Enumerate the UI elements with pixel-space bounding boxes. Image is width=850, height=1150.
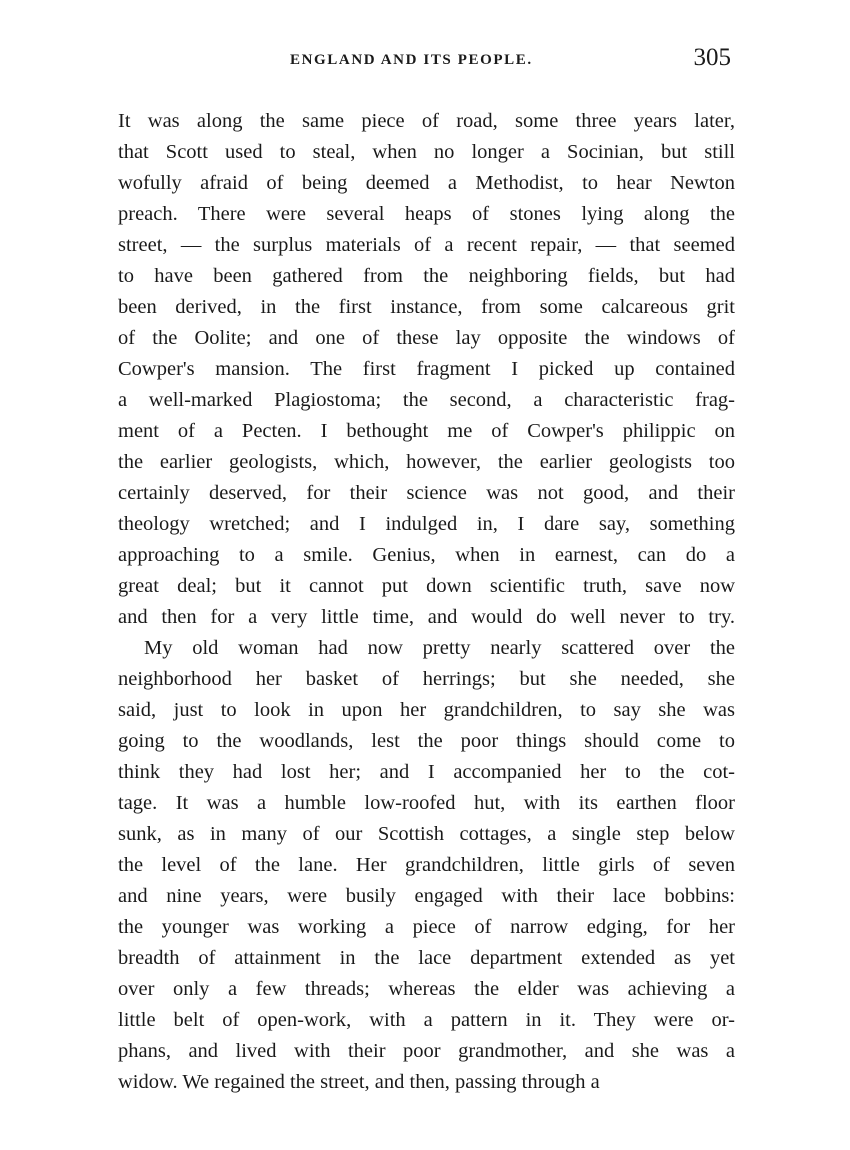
text-line: that Scott used to steal, when no longer a Socinian, but still (118, 141, 735, 163)
text-line: the younger was working a piece of narrow edging, for her (118, 916, 735, 938)
text-line: going to the woodlands, lest the poor things should come to (118, 730, 735, 752)
body-text (118, 106, 735, 1098)
text-line: great deal; but it cannot put down scientific truth, save now (118, 575, 735, 597)
text-line: widow. We regained the street, and then, passing through a (118, 1071, 600, 1093)
text-line: the level of the lane. Her grandchildren, little girls of seven (118, 854, 735, 876)
text-line: certainly deserved, for their science was not good, and their (118, 482, 735, 504)
text-line: Cowper's mansion. The first fragment I picked up contained (118, 358, 735, 380)
text-line: tage. It was a humble low-roofed hut, with its earthen floor (118, 792, 735, 814)
paragraph-2 (118, 633, 735, 1098)
running-title: ENGLAND AND ITS PEOPLE. (290, 52, 533, 68)
text-line: little belt of open-work, with a pattern in it. They were or- (118, 1009, 735, 1031)
text-line: said, just to look in upon her grandchildren, to say she was (118, 699, 735, 721)
running-head (118, 44, 735, 80)
text-line: wofully afraid of being deemed a Methodist, to hear Newton (118, 172, 735, 194)
text-line: breadth of attainment in the lace department extended as yet (118, 947, 735, 969)
text-line: a well-marked Plagiostoma; the second, a characteristic frag- (118, 389, 735, 411)
text-line: ment of a Pecten. I bethought me of Cowper's philippic on (118, 420, 735, 442)
text-line: think they had lost her; and I accompanied her to the cot- (118, 761, 735, 783)
paragraph-1 (118, 106, 735, 633)
text-line: over only a few threads; whereas the elder was achieving a (118, 978, 735, 1000)
text-line: to have been gathered from the neighboring fields, but had (118, 265, 735, 287)
page-number: 305 (693, 44, 731, 71)
text-line: sunk, as in many of our Scottish cottages, a single step below (118, 823, 735, 845)
text-line: phans, and lived with their poor grandmother, and she was a (118, 1040, 735, 1062)
text-line: theology wretched; and I indulged in, I dare say, something (118, 513, 735, 535)
text-line: of the Oolite; and one of these lay opposite the windows of (118, 327, 735, 349)
text-line: preach. There were several heaps of stones lying along the (118, 203, 735, 225)
text-line: neighborhood her basket of herrings; but she needed, she (118, 668, 735, 690)
text-line: the earlier geologists, which, however, the earlier geologists too (118, 451, 735, 473)
text-line: approaching to a smile. Genius, when in earnest, can do a (118, 544, 735, 566)
text-line: It was along the same piece of road, some three years later, (118, 110, 735, 132)
text-line: My old woman had now pretty nearly scattered over the (144, 637, 735, 659)
text-line: street, — the surplus materials of a recent repair, — that seemed (118, 234, 735, 256)
text-line: been derived, in the first instance, from some calcareous grit (118, 296, 735, 318)
text-line: and then for a very little time, and would do well never to try. (118, 606, 735, 628)
text-line: and nine years, were busily engaged with their lace bobbins: (118, 885, 735, 907)
